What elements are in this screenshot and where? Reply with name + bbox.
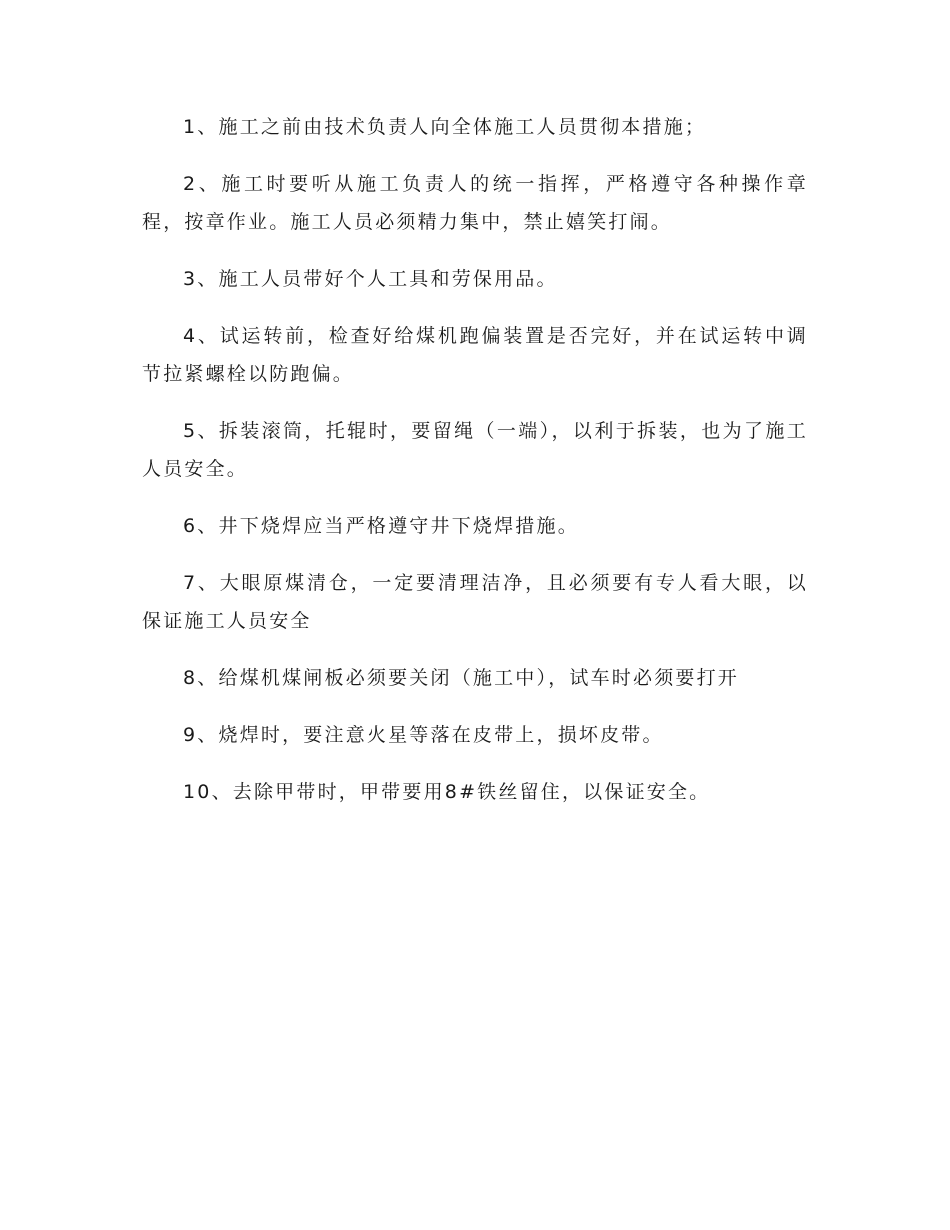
document-body <box>142 108 808 830</box>
paragraph-8: 8、给煤机煤闸板必须要关闭（施工中），试车时必须要打开 <box>183 667 739 689</box>
paragraph-6: 6、井下烧焊应当严格遵守井下烧焊措施。 <box>183 515 579 537</box>
paragraph-3: 3、施工人员带好个人工具和劳保用品。 <box>183 268 558 290</box>
paragraph-5: 5、拆装滚筒，托辊时，要留绳（一端），以利于拆装，也为了施工人员安全。 <box>142 420 808 480</box>
paragraph-1: 1、施工之前由技术负责人向全体施工人员贯彻本措施； <box>183 116 707 138</box>
paragraph-9: 9、烧焊时，要注意火星等落在皮带上，损坏皮带。 <box>183 724 664 746</box>
paragraph-10: 10、去除甲带时，甲带要用8#铁丝留住，以保证安全。 <box>183 781 711 803</box>
paragraph-4: 4、试运转前，检查好给煤机跑偏装置是否完好，并在试运转中调节拉紧螺栓以防跑偏。 <box>142 325 808 385</box>
paragraph-2: 2、施工时要听从施工负责人的统一指挥，严格遵守各种操作章程，按章作业。施工人员必须精力集中，禁止嬉笑打闹。 <box>142 173 808 233</box>
paragraph-7: 7、大眼原煤清仓，一定要清理洁净，且必须要有专人看大眼，以保证施工人员安全 <box>142 572 808 632</box>
